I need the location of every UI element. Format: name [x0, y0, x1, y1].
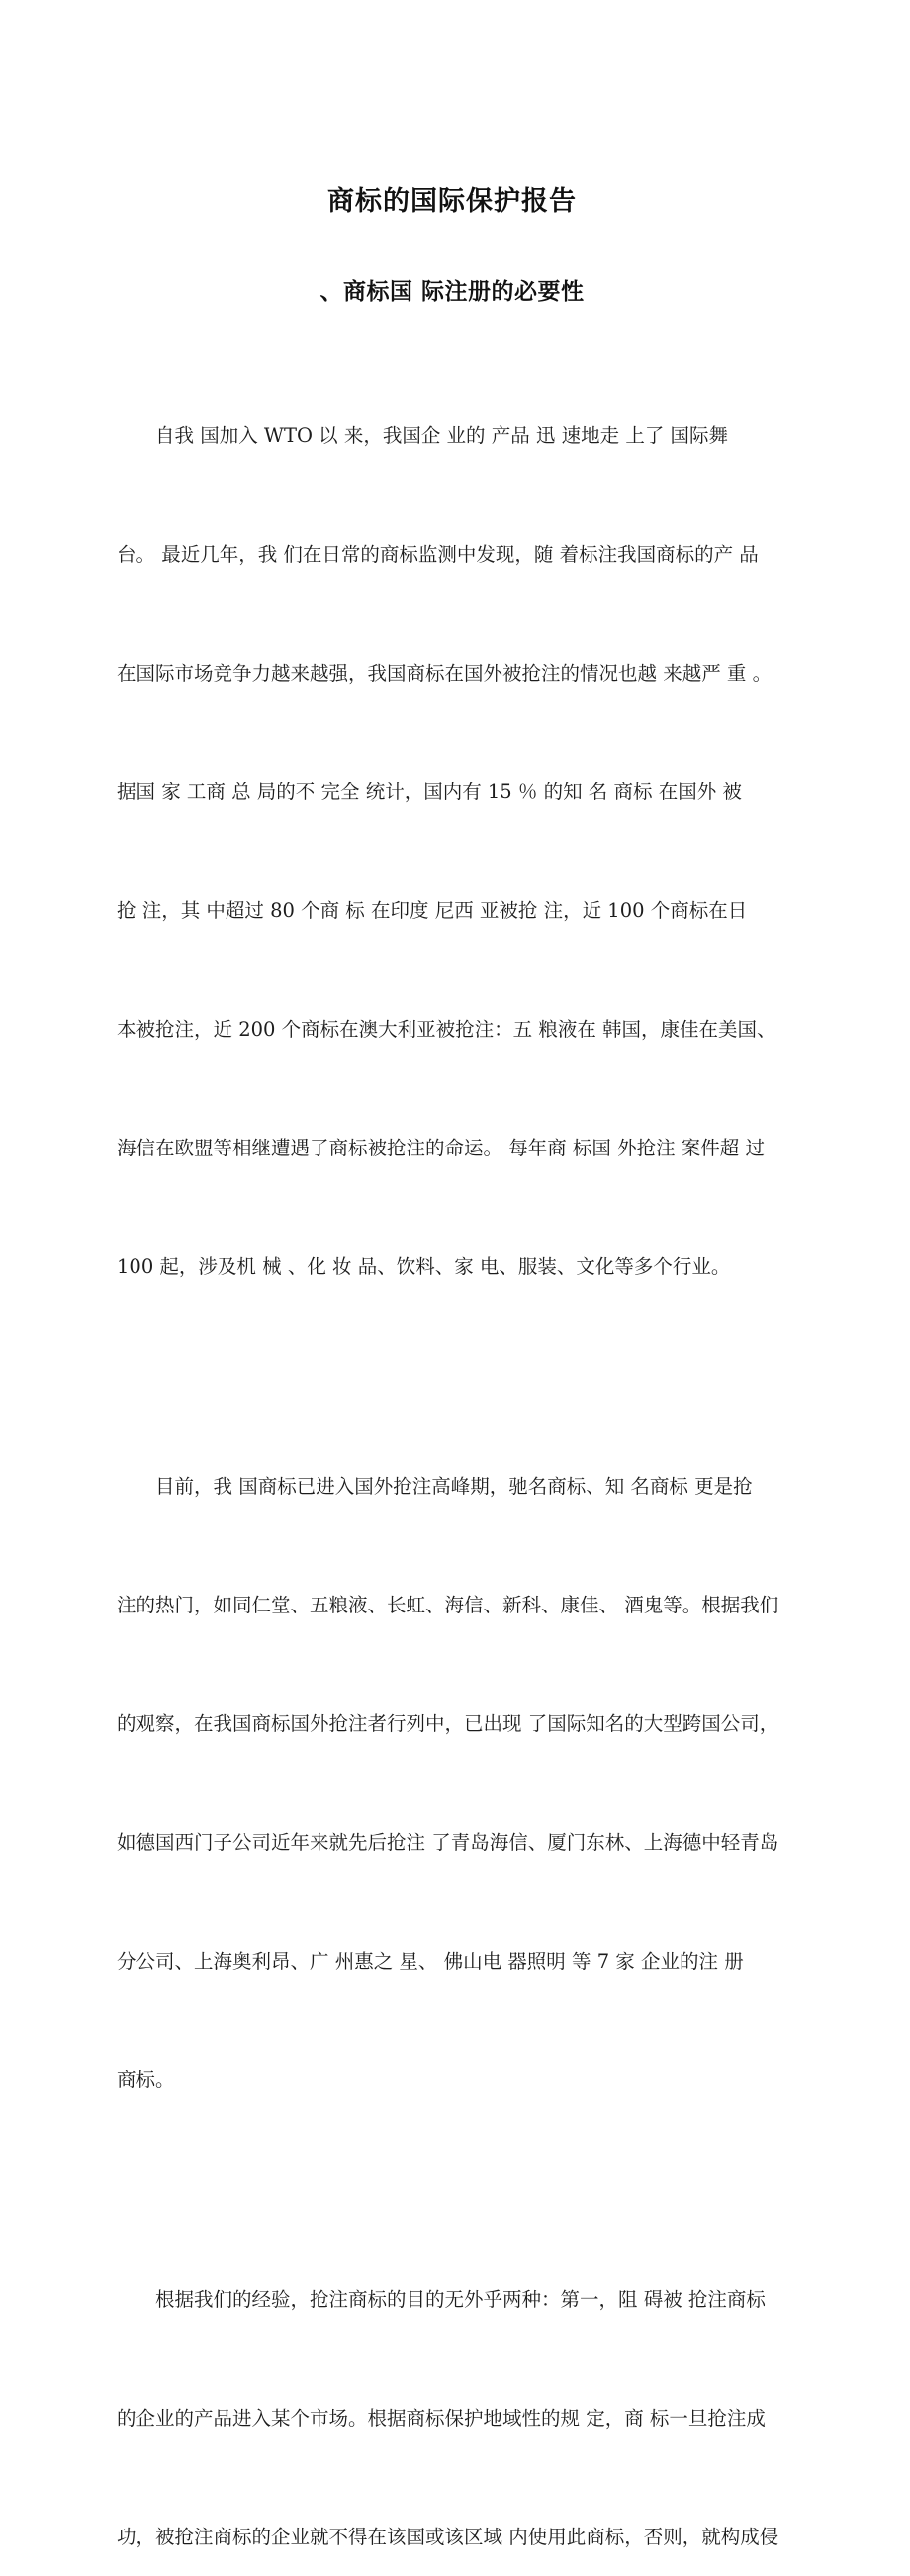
text-line: 分公司、上海奥利昂、广 州惠之 星、 佛山电 器照明 等 7 家 企业的注 册 — [117, 1950, 744, 1973]
text-line: 本被抢注，近 200 个商标在澳大利亚被抢注：五 粮液在 韩国，康佳在美国、 — [117, 1018, 776, 1041]
text-line: 自我 国加入 WTO 以 来，我国企 业的 产品 迅 速地走 上了 国际舞 — [117, 424, 729, 447]
text-line: 注的热门，如同仁堂、五粮液、长虹、海信、新科、康佳、 酒鬼等。根据我们 — [117, 1594, 779, 1616]
document-body — [117, 0, 787, 2576]
text-line: 抢 注，其 中超过 80 个商 标 在印度 尼西 亚被抢 注，近 100 个商标在日 — [117, 899, 748, 922]
text-line: 目前，我 国商标已进入国外抢注高峰期，驰名商标、知 名商标 更是抢 — [117, 1475, 753, 1498]
text-line: 功，被抢注商标的企业就不得在该国或该区域 内使用此商标，否则，就构成侵 — [117, 2526, 779, 2548]
paragraph-1 — [117, 337, 787, 1366]
text-line: 海信在欧盟等相继遭遇了商标被抢注的命运。 每年商 标国 外抢注 案件超 过 — [117, 1137, 765, 1159]
text-line: 商标。 — [117, 2069, 175, 2091]
text-line: 的观察，在我国商标国外抢注者行列中，已出现 了国际知名的大型跨国公司， — [117, 1712, 779, 1735]
text-line: 台。 最近几年，我 们在日常的商标监测中发现，随 着标注我国商标的产 品 — [117, 543, 759, 566]
text-line: 的企业的产品进入某个市场。根据商标保护地域性的规 定，商 标一旦抢注成 — [117, 2407, 766, 2430]
text-line: 如德国西门子公司近年来就先后抢注 了青岛海信、厦门东林、上海德中轻青岛 — [117, 1831, 779, 1854]
text-line: 100 起，涉及机 械 、化 妆 品、饮料、家 电、服装、文化等多个行业。 — [117, 1255, 731, 1278]
paragraph-2 — [117, 1388, 787, 2179]
page-title: 商标的国际保护报告 — [327, 186, 577, 217]
paragraph-3 — [117, 2201, 787, 2576]
text-line: 根据我们的经验，抢注商标的目的无外乎两种：第一，阻 碍被 抢注商标 — [117, 2288, 766, 2311]
text-line: 据国 家 工商 总 局的不 完全 统计，国内有 15 ％ 的知 名 商标 在国外 被 — [117, 781, 742, 803]
section-heading: 、商标国 际注册的必要性 — [319, 278, 585, 305]
text-line: 在国际市场竞争力越来越强，我国商标在国外被抢注的情况也越 来越严 重 。 — [117, 662, 773, 685]
